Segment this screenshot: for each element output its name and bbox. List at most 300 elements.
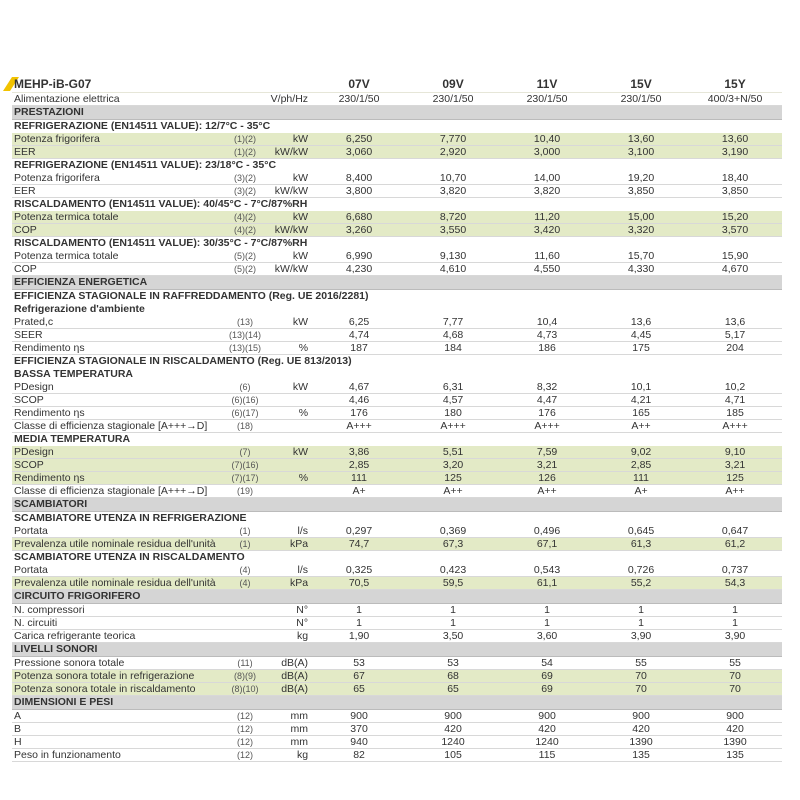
- row-value: 1: [688, 617, 782, 630]
- subsection-title: SCAMBIATORE UTENZA IN RISCALDAMENTO: [14, 551, 245, 563]
- row-value: 67: [312, 670, 406, 683]
- row-value: 69: [500, 670, 594, 683]
- subsection-title: SCAMBIATORE UTENZA IN REFRIGERAZIONE: [14, 512, 247, 524]
- row-label: Potenza frigorifera: [12, 133, 225, 146]
- row-value: 13,60: [594, 133, 688, 146]
- section-title: EFFICIENZA ENERGETICA: [12, 276, 782, 290]
- row-value: 3,60: [500, 630, 594, 643]
- row-value: 3,000: [500, 146, 594, 159]
- row-value: 53: [406, 657, 500, 670]
- row-value: 70: [594, 670, 688, 683]
- row-value: 1,90: [312, 630, 406, 643]
- row-label: EER: [12, 185, 225, 198]
- table-row: [12, 472, 782, 485]
- row-note: (11): [225, 657, 265, 670]
- row-label: Classe di efficienza stagionale [A+++→D]: [12, 485, 225, 498]
- row-label: B: [12, 723, 225, 736]
- row-value: 4,230: [312, 263, 406, 276]
- row-value: 61,3: [594, 538, 688, 551]
- row-value: 68: [406, 670, 500, 683]
- row-unit: [265, 485, 312, 498]
- row-unit: %: [265, 407, 312, 420]
- row-unit: kW: [265, 133, 312, 146]
- row-note: [225, 93, 265, 106]
- section-header-row: [12, 590, 782, 604]
- row-value: 176: [500, 407, 594, 420]
- row-value: 1: [406, 617, 500, 630]
- row-value: 420: [594, 723, 688, 736]
- row-unit: kW: [265, 316, 312, 329]
- table-row: [12, 446, 782, 459]
- row-value: 13,60: [688, 133, 782, 146]
- row-note: (3)(2): [225, 185, 265, 198]
- row-value: 4,67: [312, 381, 406, 394]
- section-header-row: [12, 498, 782, 512]
- row-value: 0,369: [406, 525, 500, 538]
- row-value: 82: [312, 749, 406, 762]
- row-value: 6,990: [312, 250, 406, 263]
- row-value: 55,2: [594, 577, 688, 590]
- row-value: 4,45: [594, 329, 688, 342]
- table-row: [12, 564, 782, 577]
- row-label: SCOP: [12, 394, 225, 407]
- table-row: [12, 263, 782, 276]
- row-value: 187: [312, 342, 406, 355]
- row-value: 3,100: [594, 146, 688, 159]
- row-label: Potenza frigorifera: [12, 172, 225, 185]
- subsection-header-row: [12, 512, 782, 526]
- row-value: 15,00: [594, 211, 688, 224]
- row-note: (5)(2): [225, 263, 265, 276]
- row-unit: mm: [265, 736, 312, 749]
- row-label: Potenza sonora totale in refrigerazione: [12, 670, 225, 683]
- row-value: 70: [688, 670, 782, 683]
- row-value: 900: [312, 710, 406, 723]
- row-value: 186: [500, 342, 594, 355]
- row-value: 6,250: [312, 133, 406, 146]
- section-title: PRESTAZIONI: [12, 106, 782, 120]
- row-value: 6,31: [406, 381, 500, 394]
- table-row: [12, 420, 782, 433]
- row-value: 115: [500, 749, 594, 762]
- row-value: 1240: [406, 736, 500, 749]
- table-row: [12, 604, 782, 617]
- row-value: 9,02: [594, 446, 688, 459]
- row-value: 8,32: [500, 381, 594, 394]
- row-value: 10,40: [500, 133, 594, 146]
- row-label: PDesign: [12, 381, 225, 394]
- row-value: 3,86: [312, 446, 406, 459]
- row-value: 1390: [594, 736, 688, 749]
- row-unit: mm: [265, 710, 312, 723]
- row-unit: [265, 420, 312, 433]
- table-row: [12, 133, 782, 146]
- row-value: A++: [688, 485, 782, 498]
- row-value: 74,7: [312, 538, 406, 551]
- row-label: Portata: [12, 525, 225, 538]
- subsection-title: MEDIA TEMPERATURA: [14, 433, 131, 445]
- row-unit: %: [265, 472, 312, 485]
- subsection-title: EFFICIENZA STAGIONALE IN RISCALDAMENTO (Reg. UE 813/2013): [14, 355, 352, 367]
- model-column-header: 07V: [312, 76, 406, 93]
- row-label: Carica refrigerante teorica: [12, 630, 225, 643]
- row-value: 3,21: [688, 459, 782, 472]
- row-value: 10,1: [594, 381, 688, 394]
- row-value: 0,647: [688, 525, 782, 538]
- row-value: 1240: [500, 736, 594, 749]
- row-label: N. compressori: [12, 604, 225, 617]
- row-value: 67,3: [406, 538, 500, 551]
- row-value: 3,21: [500, 459, 594, 472]
- model-title: MEHP-iB-G07: [12, 76, 312, 93]
- row-unit: mm: [265, 723, 312, 736]
- row-value: 1: [500, 617, 594, 630]
- row-note: (13)(15): [225, 342, 265, 355]
- table-row: [12, 185, 782, 198]
- row-value: 3,850: [594, 185, 688, 198]
- row-value: 900: [594, 710, 688, 723]
- row-value: 4,46: [312, 394, 406, 407]
- row-value: 70: [688, 683, 782, 696]
- row-label: Alimentazione elettrica: [12, 93, 225, 106]
- row-value: 4,71: [688, 394, 782, 407]
- model-column-header: 15Y: [688, 76, 782, 93]
- row-value: 175: [594, 342, 688, 355]
- row-unit: V/ph/Hz: [265, 93, 312, 106]
- row-note: (7)(16): [225, 459, 265, 472]
- row-value: 0,543: [500, 564, 594, 577]
- section-title: SCAMBIATORI: [12, 498, 782, 512]
- row-value: 420: [500, 723, 594, 736]
- row-value: 8,720: [406, 211, 500, 224]
- row-value: 184: [406, 342, 500, 355]
- table-row: [12, 617, 782, 630]
- row-value: 9,130: [406, 250, 500, 263]
- table-row: [12, 329, 782, 342]
- row-value: 2,920: [406, 146, 500, 159]
- row-value: 125: [406, 472, 500, 485]
- row-label: H: [12, 736, 225, 749]
- row-label: Peso in funzionamento: [12, 749, 225, 762]
- row-unit: kg: [265, 749, 312, 762]
- subsection-title: REFRIGERAZIONE (EN14511 VALUE): 23/18°C - 35°C: [14, 159, 277, 171]
- row-note: (7): [225, 446, 265, 459]
- row-label: Prated,c: [12, 316, 225, 329]
- row-value: 54,3: [688, 577, 782, 590]
- row-unit: dB(A): [265, 683, 312, 696]
- row-note: (8)(10): [225, 683, 265, 696]
- row-unit: kW/kW: [265, 224, 312, 237]
- row-unit: kW/kW: [265, 146, 312, 159]
- row-value: 59,5: [406, 577, 500, 590]
- table-row: [12, 657, 782, 670]
- row-value: 10,4: [500, 316, 594, 329]
- row-note: (4): [225, 577, 265, 590]
- row-unit: kW: [265, 211, 312, 224]
- row-value: A++: [594, 420, 688, 433]
- row-note: [225, 630, 265, 643]
- row-label: Pressione sonora totale: [12, 657, 225, 670]
- row-value: 67,1: [500, 538, 594, 551]
- row-value: 230/1/50: [594, 93, 688, 106]
- model-column-header: 15V: [594, 76, 688, 93]
- row-value: 5,17: [688, 329, 782, 342]
- row-unit: kW: [265, 381, 312, 394]
- row-label: Potenza termica totale: [12, 250, 225, 263]
- row-label: Rendimento ηs: [12, 407, 225, 420]
- row-label: Rendimento ηs: [12, 472, 225, 485]
- table-row: [12, 394, 782, 407]
- row-unit: N°: [265, 617, 312, 630]
- row-label: PDesign: [12, 446, 225, 459]
- row-value: 2,85: [312, 459, 406, 472]
- row-label: Potenza sonora totale in riscaldamento: [12, 683, 225, 696]
- row-value: 19,20: [594, 172, 688, 185]
- row-value: 3,060: [312, 146, 406, 159]
- row-unit: dB(A): [265, 670, 312, 683]
- row-value: 3,20: [406, 459, 500, 472]
- row-value: 180: [406, 407, 500, 420]
- row-value: 0,726: [594, 564, 688, 577]
- row-value: 7,77: [406, 316, 500, 329]
- row-note: (12): [225, 723, 265, 736]
- row-label: SCOP: [12, 459, 225, 472]
- section-header-row: [12, 276, 782, 290]
- header-row: [12, 76, 782, 93]
- row-unit: [265, 394, 312, 407]
- row-unit: l/s: [265, 525, 312, 538]
- row-label: Rendimento ηs: [12, 342, 225, 355]
- table-row: [12, 577, 782, 590]
- row-value: 61,2: [688, 538, 782, 551]
- subsection-title: Refrigerazione d'ambiente: [14, 303, 145, 315]
- row-note: (4): [225, 564, 265, 577]
- row-value: 230/1/50: [312, 93, 406, 106]
- section-title: CIRCUITO FRIGORIFERO: [12, 590, 782, 604]
- row-note: (4)(2): [225, 211, 265, 224]
- row-value: 5,51: [406, 446, 500, 459]
- row-unit: kW/kW: [265, 185, 312, 198]
- row-label: A: [12, 710, 225, 723]
- row-value: 165: [594, 407, 688, 420]
- row-value: 7,59: [500, 446, 594, 459]
- section-title: DIMENSIONI E PESI: [12, 696, 782, 710]
- row-value: 900: [500, 710, 594, 723]
- row-value: 0,325: [312, 564, 406, 577]
- row-value: 230/1/50: [406, 93, 500, 106]
- subsection-title: RISCALDAMENTO (EN14511 VALUE): 40/45°C - 7°C/87%RH: [14, 198, 308, 210]
- row-unit: dB(A): [265, 657, 312, 670]
- row-note: [225, 617, 265, 630]
- row-value: 13,6: [594, 316, 688, 329]
- row-value: 370: [312, 723, 406, 736]
- row-value: 11,60: [500, 250, 594, 263]
- row-value: 4,74: [312, 329, 406, 342]
- table-row: [12, 316, 782, 329]
- row-value: 4,73: [500, 329, 594, 342]
- row-value: 185: [688, 407, 782, 420]
- subsection-header-row: [12, 433, 782, 447]
- row-unit: [265, 459, 312, 472]
- row-value: 900: [688, 710, 782, 723]
- row-value: 54: [500, 657, 594, 670]
- row-unit: kg: [265, 630, 312, 643]
- row-note: (12): [225, 710, 265, 723]
- row-note: (12): [225, 749, 265, 762]
- row-note: (3)(2): [225, 172, 265, 185]
- row-value: 3,850: [688, 185, 782, 198]
- row-value: 3,320: [594, 224, 688, 237]
- table-row: [12, 670, 782, 683]
- row-value: 13,6: [688, 316, 782, 329]
- row-value: 135: [594, 749, 688, 762]
- row-value: 4,57: [406, 394, 500, 407]
- table-row: [12, 683, 782, 696]
- subsection-header-row: [12, 198, 782, 212]
- row-note: (6)(16): [225, 394, 265, 407]
- subsection-header-row: [12, 551, 782, 565]
- subsection-title: BASSA TEMPERATURA: [14, 368, 134, 380]
- row-value: 176: [312, 407, 406, 420]
- row-value: A+++: [500, 420, 594, 433]
- row-value: 61,1: [500, 577, 594, 590]
- table-row: [12, 93, 782, 106]
- row-value: 55: [688, 657, 782, 670]
- row-value: 15,70: [594, 250, 688, 263]
- row-value: 3,90: [688, 630, 782, 643]
- row-value: A+: [594, 485, 688, 498]
- row-unit: kW: [265, 172, 312, 185]
- row-unit: N°: [265, 604, 312, 617]
- section-header-row: [12, 696, 782, 710]
- table-row: [12, 342, 782, 355]
- row-unit: %: [265, 342, 312, 355]
- table-row: [12, 710, 782, 723]
- row-value: 3,820: [500, 185, 594, 198]
- row-value: 3,570: [688, 224, 782, 237]
- table-row: [12, 407, 782, 420]
- row-value: A++: [500, 485, 594, 498]
- row-value: 0,496: [500, 525, 594, 538]
- row-value: 70: [594, 683, 688, 696]
- row-value: 4,68: [406, 329, 500, 342]
- row-value: 65: [312, 683, 406, 696]
- table-row: [12, 630, 782, 643]
- row-note: (1): [225, 538, 265, 551]
- row-label: SEER: [12, 329, 225, 342]
- row-label: Prevalenza utile nominale residua dell'unità: [12, 577, 225, 590]
- row-value: 4,330: [594, 263, 688, 276]
- model-column-header: 09V: [406, 76, 500, 93]
- row-unit: kW: [265, 250, 312, 263]
- row-value: 125: [688, 472, 782, 485]
- row-note: (12): [225, 736, 265, 749]
- row-value: 8,400: [312, 172, 406, 185]
- row-label: N. circuiti: [12, 617, 225, 630]
- table-row: [12, 538, 782, 551]
- row-note: (1): [225, 525, 265, 538]
- table-row: [12, 381, 782, 394]
- row-value: 53: [312, 657, 406, 670]
- row-value: A+++: [406, 420, 500, 433]
- row-note: (19): [225, 485, 265, 498]
- row-note: (1)(2): [225, 133, 265, 146]
- row-value: 1: [500, 604, 594, 617]
- row-note: (13)(14): [225, 329, 265, 342]
- row-note: (7)(17): [225, 472, 265, 485]
- row-value: 3,260: [312, 224, 406, 237]
- row-label: COP: [12, 263, 225, 276]
- row-label: EER: [12, 146, 225, 159]
- row-value: 3,550: [406, 224, 500, 237]
- row-value: 0,645: [594, 525, 688, 538]
- table-row: [12, 749, 782, 762]
- row-unit: [265, 329, 312, 342]
- section-title: LIVELLI SONORI: [12, 643, 782, 657]
- row-value: 15,20: [688, 211, 782, 224]
- subsection-header-row: [12, 120, 782, 134]
- table-row: [12, 459, 782, 472]
- table-row: [12, 525, 782, 538]
- row-value: 3,50: [406, 630, 500, 643]
- row-value: 55: [594, 657, 688, 670]
- row-value: 135: [688, 749, 782, 762]
- row-value: A+: [312, 485, 406, 498]
- row-note: (4)(2): [225, 224, 265, 237]
- row-value: 1: [594, 604, 688, 617]
- row-unit: kW: [265, 446, 312, 459]
- section-header-row: [12, 643, 782, 657]
- row-note: (5)(2): [225, 250, 265, 263]
- row-value: 940: [312, 736, 406, 749]
- row-value: 14,00: [500, 172, 594, 185]
- row-value: 1: [406, 604, 500, 617]
- row-value: 6,25: [312, 316, 406, 329]
- row-value: 10,2: [688, 381, 782, 394]
- row-value: 420: [688, 723, 782, 736]
- row-value: 4,550: [500, 263, 594, 276]
- table-row: [12, 736, 782, 749]
- row-value: 420: [406, 723, 500, 736]
- row-value: 7,770: [406, 133, 500, 146]
- row-unit: l/s: [265, 564, 312, 577]
- section-header-row: [12, 106, 782, 120]
- row-value: 111: [312, 472, 406, 485]
- row-value: 230/1/50: [500, 93, 594, 106]
- row-value: 400/3+N/50: [688, 93, 782, 106]
- row-value: 9,10: [688, 446, 782, 459]
- row-note: [225, 604, 265, 617]
- row-unit: kW/kW: [265, 263, 312, 276]
- subsection-header-row: [12, 355, 782, 369]
- row-note: (1)(2): [225, 146, 265, 159]
- table-row: [12, 224, 782, 237]
- row-value: A+++: [688, 420, 782, 433]
- row-label: COP: [12, 224, 225, 237]
- row-value: 11,20: [500, 211, 594, 224]
- row-value: 4,670: [688, 263, 782, 276]
- row-value: 1: [312, 617, 406, 630]
- row-value: 10,70: [406, 172, 500, 185]
- row-value: 1: [688, 604, 782, 617]
- row-label: Classe di efficienza stagionale [A+++→D]: [12, 420, 225, 433]
- subsection-header-row: [12, 368, 782, 381]
- row-value: 2,85: [594, 459, 688, 472]
- row-value: 3,800: [312, 185, 406, 198]
- row-value: 1390: [688, 736, 782, 749]
- row-value: 1: [312, 604, 406, 617]
- row-value: 65: [406, 683, 500, 696]
